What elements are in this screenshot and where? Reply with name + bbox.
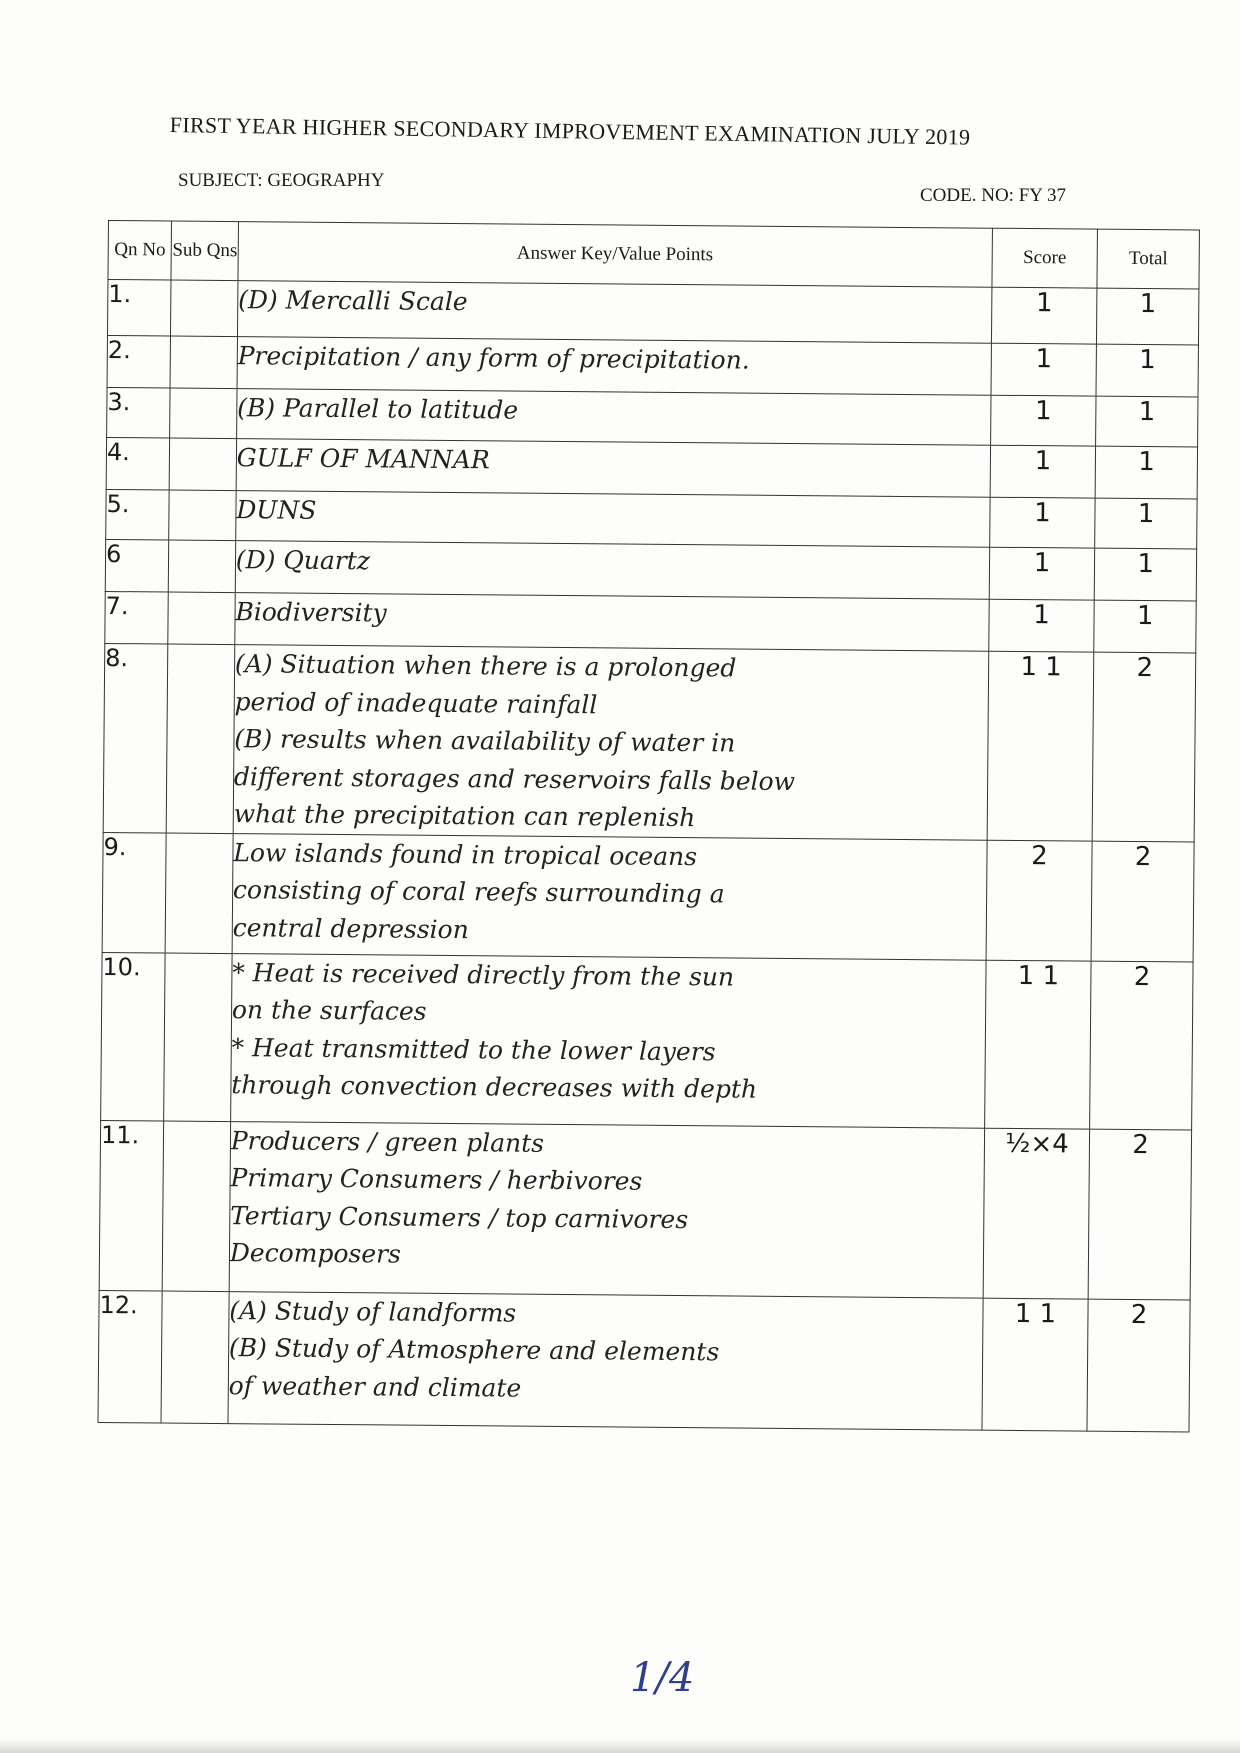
table-row xyxy=(102,832,1194,962)
answer-line: Producers / green plants xyxy=(230,1125,545,1158)
answer-text xyxy=(236,439,990,498)
answer-text xyxy=(230,953,985,1128)
total-value: 1 xyxy=(1094,600,1196,653)
question-number: 10. xyxy=(101,952,166,1121)
answer-text xyxy=(237,337,991,396)
table-row xyxy=(99,1120,1191,1300)
table-row xyxy=(106,437,1197,499)
score-value: 1 1 xyxy=(987,651,1094,840)
sub-question xyxy=(161,1291,229,1424)
score-value: ½×4 xyxy=(983,1128,1090,1299)
table-header-row xyxy=(108,221,1199,290)
answer-line: GULF OF MANNAR xyxy=(236,443,490,475)
sub-question xyxy=(163,1121,231,1292)
exam-title: FIRST YEAR HIGHER SECONDARY IMPROVEMENT EXAMINATION JULY 2019 xyxy=(169,112,971,150)
answer-line: DUNS xyxy=(236,495,317,525)
total-value: 2 xyxy=(1088,1129,1191,1300)
answer-line: * Heat is received directly from the sun xyxy=(232,957,735,991)
score-value: 1 xyxy=(990,395,1096,446)
total-value: 2 xyxy=(1091,841,1194,962)
question-number: 8. xyxy=(103,643,168,832)
sub-question xyxy=(168,592,235,645)
answer-line: period of inadequate rainfall xyxy=(234,686,598,719)
answer-line: (A) Situation when there is a prolonged xyxy=(234,649,737,683)
answer-text xyxy=(236,491,990,548)
sub-question xyxy=(169,540,236,593)
page-number: 1/4 xyxy=(630,1655,695,1701)
score-value: 1 xyxy=(989,497,1095,548)
answer-text xyxy=(235,541,989,600)
answer-text xyxy=(237,281,991,344)
answer-key-table xyxy=(98,220,1200,1432)
score-value: 1 xyxy=(990,445,1096,498)
sub-question xyxy=(169,490,236,541)
table-row xyxy=(107,335,1198,397)
question-number: 1. xyxy=(107,280,171,337)
score-value: 1 xyxy=(989,547,1095,600)
score-value: 1 1 xyxy=(982,1298,1089,1431)
header-answer: Answer Key/Value Points xyxy=(238,222,992,288)
sub-question xyxy=(166,833,233,954)
answer-line: Low islands found in tropical oceans xyxy=(233,837,698,871)
score-value: 1 xyxy=(991,287,1097,344)
total-value: 2 xyxy=(1092,652,1195,841)
answer-line: (D) Mercalli Scale xyxy=(238,285,468,317)
answer-line: Precipitation / any form of precipitation. xyxy=(237,341,750,375)
question-number: 11. xyxy=(99,1120,164,1291)
answer-line: through convection decreases with depth xyxy=(231,1070,758,1104)
sub-question xyxy=(170,336,237,389)
question-number: 2. xyxy=(107,335,171,388)
table-row xyxy=(105,591,1196,653)
table-row xyxy=(103,643,1196,841)
question-number: 9. xyxy=(102,832,166,953)
total-value: 1 xyxy=(1096,396,1198,447)
sub-question xyxy=(171,280,238,337)
answer-line: (D) Quartz xyxy=(235,545,371,576)
answer-text xyxy=(236,389,990,446)
header-total: Total xyxy=(1097,229,1199,289)
code-number: CODE. NO: FY 37 xyxy=(920,185,1067,206)
header-qn: Qn No xyxy=(108,221,172,281)
answer-text xyxy=(235,593,989,652)
answer-line: Primary Consumers / herbivores xyxy=(230,1163,643,1196)
sub-question xyxy=(170,388,237,439)
answer-line: consisting of coral reefs surrounding a xyxy=(232,875,725,909)
scan-edge xyxy=(0,1739,1240,1753)
total-value: 2 xyxy=(1087,1299,1190,1432)
subject-label: SUBJECT: GEOGRAPHY xyxy=(178,170,385,191)
answer-rows xyxy=(98,280,1199,1432)
total-value: 1 xyxy=(1096,344,1198,397)
answer-line: Decomposers xyxy=(229,1238,402,1269)
answer-line: Biodiversity xyxy=(235,597,387,628)
answer-line: (B) Study of Atmosphere and elements xyxy=(228,1333,720,1367)
question-number: 6 xyxy=(105,539,169,592)
question-number: 5. xyxy=(106,489,170,540)
table-row xyxy=(107,280,1198,346)
answer-line: (B) Parallel to latitude xyxy=(237,393,519,425)
sub-question xyxy=(167,644,235,833)
answer-text xyxy=(233,645,988,840)
answer-line: (A) Study of landforms xyxy=(229,1295,517,1328)
total-value: 1 xyxy=(1097,288,1199,345)
answer-line: what the precipitation can replenish xyxy=(233,799,696,833)
score-value: 1 xyxy=(991,343,1097,396)
sub-question xyxy=(170,438,237,491)
sub-question xyxy=(164,953,232,1122)
header-score: Score xyxy=(992,228,1098,288)
answer-line: central depression xyxy=(232,912,469,944)
total-value: 1 xyxy=(1095,548,1197,601)
table-row xyxy=(105,539,1196,601)
question-number: 4. xyxy=(106,437,170,490)
score-value: 1 1 xyxy=(984,960,1091,1129)
answer-line: of weather and climate xyxy=(228,1370,522,1403)
answer-text xyxy=(232,833,987,960)
answer-text xyxy=(229,1121,984,1298)
table-row xyxy=(98,1290,1190,1432)
answer-line: Tertiary Consumers / top carnivores xyxy=(230,1200,689,1234)
answer-line: (B) results when availability of water in xyxy=(234,724,736,758)
table-row xyxy=(101,952,1193,1130)
total-value: 1 xyxy=(1095,446,1197,499)
total-value: 1 xyxy=(1095,498,1197,549)
header-sub: Sub Qns xyxy=(171,221,238,281)
answer-line: different storages and reservoirs falls below xyxy=(233,761,796,796)
score-value: 2 xyxy=(986,840,1093,961)
question-number: 3. xyxy=(107,387,171,438)
total-value: 2 xyxy=(1090,961,1193,1130)
answer-text xyxy=(228,1291,983,1430)
answer-line: on the surfaces xyxy=(231,995,427,1026)
answer-line: * Heat transmitted to the lower layers xyxy=(231,1032,716,1066)
question-number: 7. xyxy=(105,591,169,644)
question-number: 12. xyxy=(98,1290,163,1423)
score-value: 1 xyxy=(988,599,1094,652)
